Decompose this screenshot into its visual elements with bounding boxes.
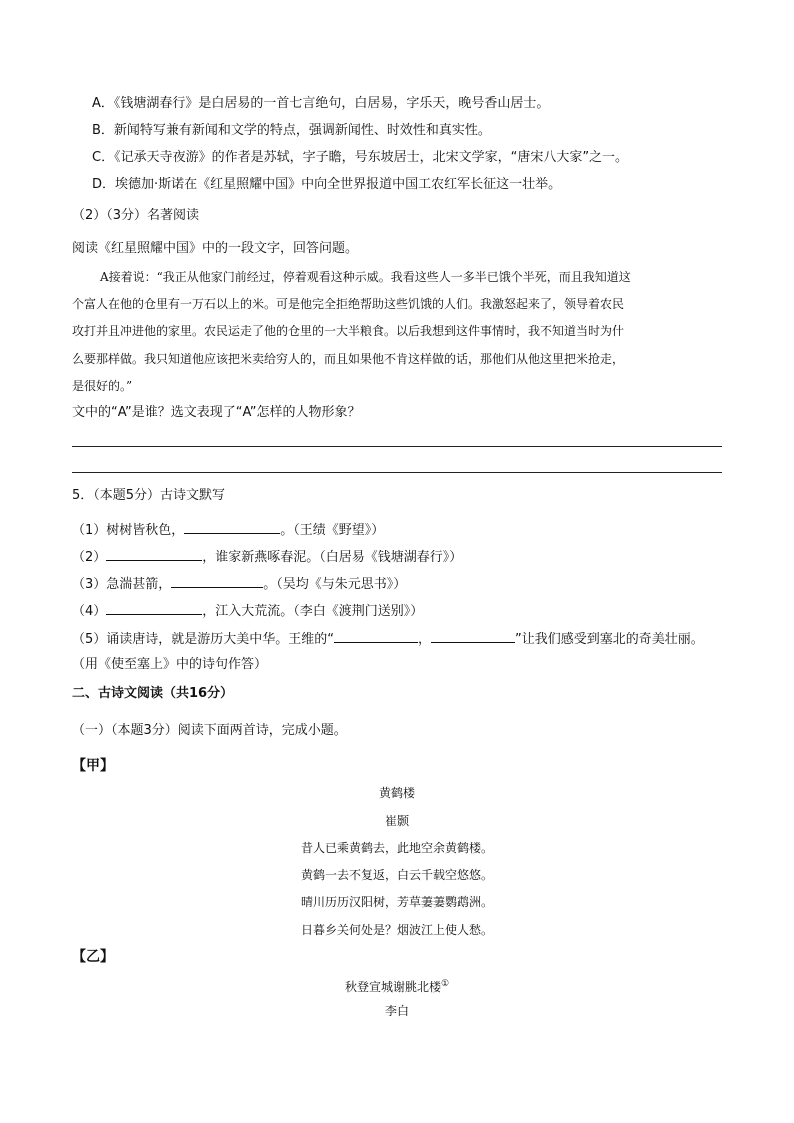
q5-item-3	[72, 574, 406, 594]
q5-2-post: ，谁家新燕啄春泥。（白居易《钱塘湖春行》）	[202, 550, 463, 565]
passage-line-3: 攻打并且冲进他的家里。农民运走了他的仓里的一大半粮食。以后我想到这件事情时，我不知道当时为什	[72, 324, 625, 338]
q5-1-post: 。（王绩《野望》）	[280, 523, 385, 538]
q5-4-blank[interactable]	[106, 601, 202, 615]
poem-yi-title-row	[0, 975, 794, 996]
answer-line-2[interactable]	[72, 472, 722, 473]
q5-1-pre: （1）树树皆秋色，	[72, 523, 185, 538]
q5-2-blank[interactable]	[106, 547, 202, 561]
passage-line-4: 么要那样做。我只知道他应该把米卖给穷人的，而且如果他不肯这样做的话，那他们从他这里把米抢走，	[72, 352, 625, 366]
q5-3-post: 。（吴均《与朱元思书》）	[263, 577, 407, 592]
poem-jia-line-1: 昔人已乘黄鹤去，此地空余黄鹤楼。	[300, 841, 493, 855]
q5-3-pre: （3）急湍甚箭，	[72, 577, 172, 592]
poem-yi-author: 李白	[384, 1004, 409, 1018]
section-2-heading: 二、古诗文阅读（共16分）	[72, 686, 234, 701]
q5-5-blank-b[interactable]	[431, 629, 515, 643]
passage-line-2: 个富人在他的仓里有一万石以上的米。可是他完全拒绝帮助这些饥饿的人们。我激怒起来了，领导着农民	[72, 297, 625, 311]
q5-5-mid: ，	[418, 632, 432, 647]
q5-4-post: ，江入大荒流。（李白《渡荆门送别》）	[202, 604, 424, 619]
section-2-sub: （一）（本题3分）阅读下面两首诗，完成小题。	[72, 723, 347, 738]
q5-5-post: ”让我们感受到塞北的奇美壮丽。	[515, 632, 704, 647]
q5-5-pre: （5）诵读唐诗，就是游历大美中华。王维的“	[72, 632, 335, 647]
answer-line-1[interactable]	[72, 446, 722, 447]
option-a: A．《钱塘湖春行》是白居易的一首七言绝句，白居易，字乐天，晚号香山居士。	[92, 96, 550, 111]
option-d: D．埃德加·斯诺在《红星照耀中国》中向全世界报道中国工农红军长征这一壮举。	[92, 177, 562, 192]
poem-yi-label: 【乙】	[72, 949, 114, 965]
poem-jia-title: 黄鹤楼	[378, 786, 415, 800]
q5-item-1	[72, 520, 384, 540]
poem-jia-line-2: 黄鹤一去不复返，白云千载空悠悠。	[300, 868, 493, 882]
q5-5-blank-a[interactable]	[334, 629, 418, 643]
q5-item-4	[72, 601, 423, 621]
option-b: B．新闻特写兼有新闻和文学的特点，强调新闻性、时效性和真实性。	[92, 123, 491, 138]
q5-4-pre: （4）	[72, 604, 107, 619]
q5-heading: 5．（本题5分）古诗文默写	[72, 488, 226, 503]
q4-2-question: 文中的“A”是谁？选文表现了“A”怎样的人物形象？	[72, 405, 361, 420]
poem-jia-label: 【甲】	[72, 758, 114, 774]
q5-item-2	[72, 547, 462, 567]
q5-1-blank[interactable]	[184, 520, 280, 534]
poem-jia-author: 崔颢	[384, 814, 409, 828]
poem-jia-line-3: 晴川历历汉阳树，芳草萋萋鹦鹉洲。	[300, 895, 493, 909]
option-c: C．《记承天寺夜游》的作者是苏轼，字子瞻，号东坡居士，北宋文学家，“唐宋八大家”之一。	[92, 150, 629, 165]
q4-2-intro: 阅读《红星照耀中国》中的一段文字，回答问题。	[72, 241, 359, 256]
q4-2-heading: （2）（3分）名著阅读	[72, 208, 200, 223]
footnote-marker: ①	[440, 979, 450, 989]
poem-jia-line-4: 日暮乡关何处是？烟波江上使人愁。	[300, 923, 493, 937]
q5-3-blank[interactable]	[171, 574, 263, 588]
q5-item-6: （用《使至塞上》中的诗句作答）	[72, 657, 268, 672]
passage-line-5: 是很好的。”	[72, 379, 133, 393]
q5-item-5	[72, 629, 704, 649]
passage-line-1: A接着说：“我正从他家门前经过，停着观看这种示威。我看这些人一多半已饿个半死，而且我知道这	[100, 270, 631, 284]
q5-2-pre: （2）	[72, 550, 107, 565]
poem-yi-title: 秋登宣城谢脁北楼	[344, 980, 441, 994]
